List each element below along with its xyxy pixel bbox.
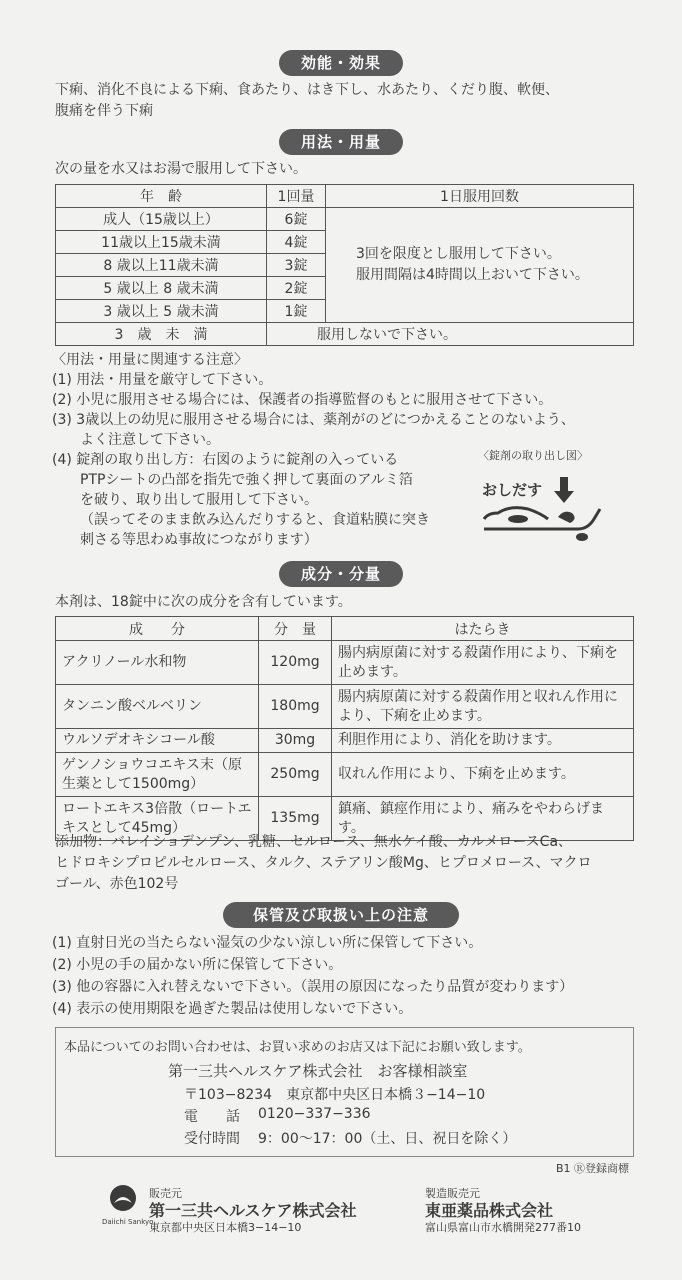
dosage-dose: 4錠 — [267, 231, 326, 254]
note-line: を破り、取り出して服用して下さい。 — [80, 492, 318, 508]
storage-line: (1) 直射日光の当たらない湿気の少ない涼しい所に保管して下さい。 — [52, 935, 483, 951]
note-line: （誤ってそのまま飲み込んだりすると、食道粘膜に突き — [80, 512, 430, 528]
dosage-table — [55, 184, 634, 346]
efficacy-line: 下痢、消化不良による下痢、食あたり、はき下し、水あたり、くだり腹、軟便、 — [55, 82, 559, 98]
ingredient-amount: 30mg — [259, 729, 332, 753]
note-line: (1) 用法・用量を厳守して下さい。 — [52, 372, 273, 388]
dosage-dose: 3錠 — [267, 254, 326, 277]
contact-hours-label: 受付時間 — [184, 1131, 240, 1147]
dosage-dose: 6錠 — [267, 208, 326, 231]
dosage-title: 用法・用量 — [279, 129, 403, 155]
ingredient-name: タンニン酸ベルベリン — [56, 685, 259, 729]
ptp-sheet-icon — [478, 469, 628, 544]
dosage-intro: 次の量を水又はお湯で服用して下さい。 — [55, 161, 307, 177]
figure-caption: 〈錠剤の取り出し図〉 — [478, 449, 588, 462]
additives-line: ヒドロキシプロピルセルロース、タルク、ステアリン酸Mg、ヒプロメロース、マクロ — [55, 855, 592, 871]
storage-notes — [52, 932, 573, 1020]
ingredient-amount: 250mg — [259, 753, 332, 797]
efficacy-text — [55, 80, 645, 122]
push-label: おしだす — [482, 481, 543, 499]
contact-phone-label: 電 話 — [184, 1109, 240, 1125]
ingredients-header-name: 成 分 — [56, 617, 259, 641]
dosage-age: 11歳以上15歳未満 — [56, 231, 267, 254]
note-line: PTPシートの凸部を指先で強く押して裏面のアルミ箔 — [80, 472, 413, 488]
additives-line: 添加物：バレイショデンプン、乳糖、セルロース、無水ケイ酸、カルメロースCa、 — [55, 834, 573, 850]
contact-company: 第一三共ヘルスケア株式会社 お客様相談室 — [168, 1062, 468, 1080]
ingredients-title: 成分・分量 — [279, 561, 403, 587]
contact-phone: 0120−337−336 — [258, 1106, 371, 1122]
note-line: (4) 錠剤の取り出し方：右図のように錠剤の入っている — [52, 452, 399, 468]
ingredient-amount: 180mg — [259, 685, 332, 729]
dosage-notes-title: 〈用法・用量に関連する注意〉 — [52, 352, 248, 368]
note-line: (2) 小児に服用させる場合には、保護者の指導監督のもとに服用させて下さい。 — [52, 392, 553, 408]
section-heading-storage — [0, 902, 682, 928]
ingredient-effect: 腸内病原菌に対する殺菌作用と収れん作用により、下痢を止めます。 — [332, 685, 634, 729]
dosage-age: 8 歳以上11歳未満 — [56, 254, 267, 277]
additives — [55, 832, 645, 895]
contact-intro: 本品についてのお問い合わせは、お買い求めのお店又は下記にお願い致します。 — [64, 1040, 531, 1055]
dosage-age: 3 歳以上 5 歳未満 — [56, 300, 267, 323]
ingredients-header-effect: はたらき — [332, 617, 634, 641]
note-line: よく注意して下さい。 — [80, 432, 220, 448]
manufacturer-role: 製造販売元 — [425, 1187, 480, 1200]
storage-title: 保管及び取扱い上の注意 — [223, 902, 459, 928]
frequency-line: 3回を限度とし服用して下さい。 — [356, 246, 561, 262]
trademark-note: B1 Ⓡ登録商標 — [556, 1162, 630, 1175]
ingredient-amount: 135mg — [259, 797, 332, 841]
storage-line: (2) 小児の手の届かない所に保管して下さい。 — [52, 957, 343, 973]
daiichi-sankyo-logo — [102, 1183, 154, 1226]
ingredient-name: ロートエキス3倍散（ロートエキスとして45mg） — [56, 797, 259, 841]
ingredient-amount: 120mg — [259, 641, 332, 685]
ingredients-header-amount: 分 量 — [259, 617, 332, 641]
ingredient-name: アクリノール水和物 — [56, 641, 259, 685]
dosage-header-dose: 1回量 — [267, 185, 326, 208]
dosage-age: 成人（15歳以上） — [56, 208, 267, 231]
note-line: 刺さる等思わぬ事故につながります） — [80, 532, 318, 548]
note-line: (3) 3歳以上の幼児に服用させる場合には、薬剤がのどにつかえることのないよう、 — [52, 412, 575, 428]
dosage-age: 5 歳以上 8 歳未満 — [56, 277, 267, 300]
daiichi-sankyo-logo-icon — [108, 1183, 138, 1213]
storage-line: (3) 他の容器に入れ替えないで下さい。（誤用の原因になったり品質が変わります） — [52, 979, 574, 995]
additives-line: ゴール、赤色102号 — [55, 876, 179, 892]
dosage-age-under3: 3 歳 未 満 — [56, 323, 267, 346]
ingredients-intro: 本剤は、18錠中に次の成分を含有しています。 — [55, 594, 352, 610]
ingredient-effect: 鎮痛、鎮痙作用により、痛みをやわらげます。 — [332, 797, 634, 841]
dosage-dose: 1錠 — [267, 300, 326, 323]
dosage-under3-text: 服用しないで下さい。 — [267, 323, 634, 346]
ingredient-name: ウルソデオキシコール酸 — [56, 729, 259, 753]
storage-line: (4) 表示の使用期限を過ぎた製品は使用しないで下さい。 — [52, 1001, 413, 1017]
tablet-removal-figure — [478, 447, 628, 547]
contact-address: 〒103−8234 東京都中央区日本橋３−14−10 — [184, 1087, 486, 1103]
contact-box — [55, 1027, 634, 1157]
manufacturer-address: 富山県富山市水橋開発277番10 — [425, 1221, 581, 1234]
ingredient-name: ゲンノショウコエキス末（原生薬として1500mg） — [56, 753, 259, 797]
dosage-header-frequency: 1日服用回数 — [326, 185, 634, 208]
contact-hours: 9：00〜17：00（土、日、祝日を除く） — [258, 1131, 517, 1147]
section-heading-ingredients — [0, 561, 682, 587]
ingredients-table — [55, 616, 634, 841]
distributor-name: 第一三共ヘルスケア株式会社 — [149, 1201, 357, 1220]
dosage-header-age: 年 齢 — [56, 185, 267, 208]
manufacturer-name: 東亜薬品株式会社 — [425, 1201, 554, 1220]
ingredient-effect: 利胆作用により、消化を助けます。 — [332, 729, 634, 753]
distributor-role: 販売元 — [149, 1187, 182, 1200]
ingredient-effect: 腸内病原菌に対する殺菌作用により、下痢を止めます。 — [332, 641, 634, 685]
dosage-frequency — [326, 208, 634, 323]
section-heading-dosage — [0, 129, 682, 155]
efficacy-title: 効能・効果 — [279, 50, 403, 76]
distributor-address: 東京都中央区日本橋3−14−10 — [149, 1221, 302, 1234]
logo-text: Daiichi Sankyo — [102, 1218, 154, 1226]
section-heading-efficacy — [0, 50, 682, 76]
efficacy-line: 腹痛を伴う下痢 — [55, 103, 153, 119]
frequency-line: 服用間隔は4時間以上おいて下さい。 — [356, 267, 589, 283]
ingredient-effect: 収れん作用により、下痢を止めます。 — [332, 753, 634, 797]
dosage-dose: 2錠 — [267, 277, 326, 300]
